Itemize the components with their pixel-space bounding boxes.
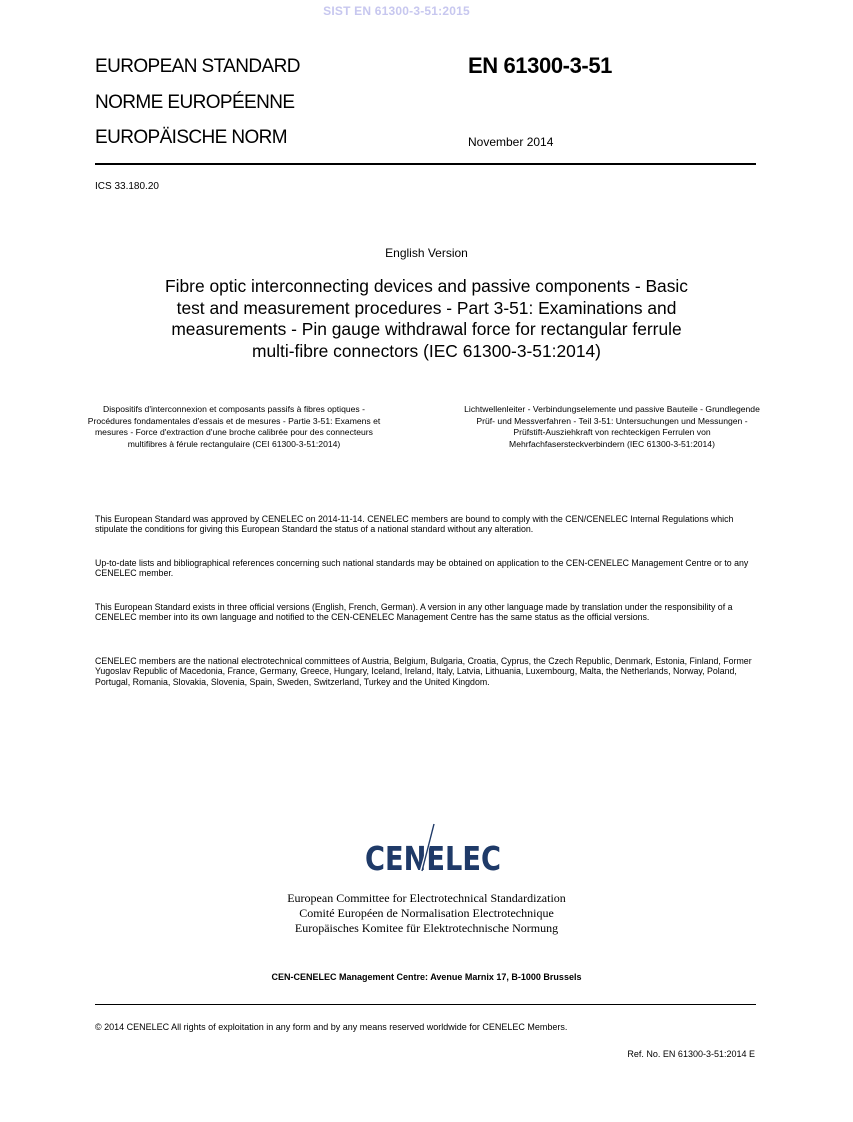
references-paragraph: Up-to-date lists and bibliographical references concerning such national standards may be obtained on application to the CEN-CENELEC Management Centre or to any CENELEC member. (95, 558, 749, 579)
members-paragraph: CENELEC members are the national electrotechnical committees of Austria, Belgium, Bulgaria, Croatia, Cyprus, the Czech Republic, Denmark, Estonia, Finland, Former Yugoslav Republic of Macedonia, France, Germany, Greece, Hungary, Iceland, Ireland, Italy, Latvia, Lithuania, Luxembourg, Malta, the Netherlands, Norway, Poland, Portugal, Romania, Slovakia, Slovenia, Spain, Sweden, Switzerland, Turkey and the United Kingdom. (95, 656, 752, 687)
header-divider (95, 163, 756, 165)
cenelec-logo (363, 822, 503, 878)
standard-date: November 2014 (468, 135, 554, 149)
standard-type-de: EUROPÄISCHE NORM (95, 127, 288, 148)
cenelec-logo-text: CENELEC (365, 839, 501, 878)
language-version: English Version (385, 246, 468, 260)
standard-number: EN 61300-3-51 (468, 53, 613, 78)
org-name-fr: Comité Européen de Normalisation Electrotechnique (299, 906, 554, 920)
copyright-notice: © 2014 CENELEC All rights of exploitation in any form and by any means reserved worldwide for CENELEC Members. (95, 1022, 568, 1032)
cenelec-logo-mark (363, 822, 503, 878)
ics-code: ICS 33.180.20 (95, 181, 159, 192)
management-centre-address: CEN-CENELEC Management Centre: Avenue Marnix 17, B-1000 Brussels (271, 972, 582, 982)
versions-paragraph: This European Standard exists in three official versions (English, French, German). A version in any other language made by translation under the responsibility of a CENELEC member into its own language and notified to the CEN-CENELEC Management Centre has the same status as the official versions. (95, 602, 733, 623)
org-name-de: Europäisches Komitee für Elektrotechnische Normung (294, 921, 559, 935)
watermark: SIST EN 61300-3-51:2015 (323, 4, 470, 18)
reference-number: Ref. No. EN 61300-3-51:2014 E (627, 1049, 755, 1059)
standard-type-fr: NORME EUROPÉENNE (95, 92, 295, 113)
standard-type-en: EUROPEAN STANDARD (95, 56, 300, 77)
org-name-en: European Committee for Electrotechnical Standardization (287, 891, 566, 905)
title-french: Dispositifs d'interconnexion et composants passifs à fibres optiques - Procédures fondamentales d'essais et de mesures - Partie 3-51: Examens et mesures - Force d'extraction d'une broche calibrée pour des connecteurs multifibres à férule rectangulaire (CEI 61300-3-51:2014) (87, 404, 381, 449)
title-german: Lichtwellenleiter - Verbindungselemente und passive Bauteile - Grundlegende Prüf- und Messverfahren - Teil 3-51: Untersuchungen und Messungen - Prüfstift-Ausziehkraft von rechteckigen Ferrulen von Mehrfachfasersteckverbindern (IEC 61300-3-51:2014) (464, 404, 760, 449)
document-title: Fibre optic interconnecting devices and passive components - Basic test and measurement procedures - Part 3-51: Examinations and measurements - Pin gauge withdrawal force for rectangular ferrule multi-fibre connectors (IEC 61300-3-51:2014) (165, 276, 688, 361)
footer-divider (95, 1004, 756, 1005)
approval-paragraph: This European Standard was approved by CENELEC on 2014-11-14. CENELEC members are bound to comply with the CEN/CENELEC Internal Regulations which stipulate the conditions for giving this European Standard the status of a national standard without any alteration. (95, 514, 734, 535)
